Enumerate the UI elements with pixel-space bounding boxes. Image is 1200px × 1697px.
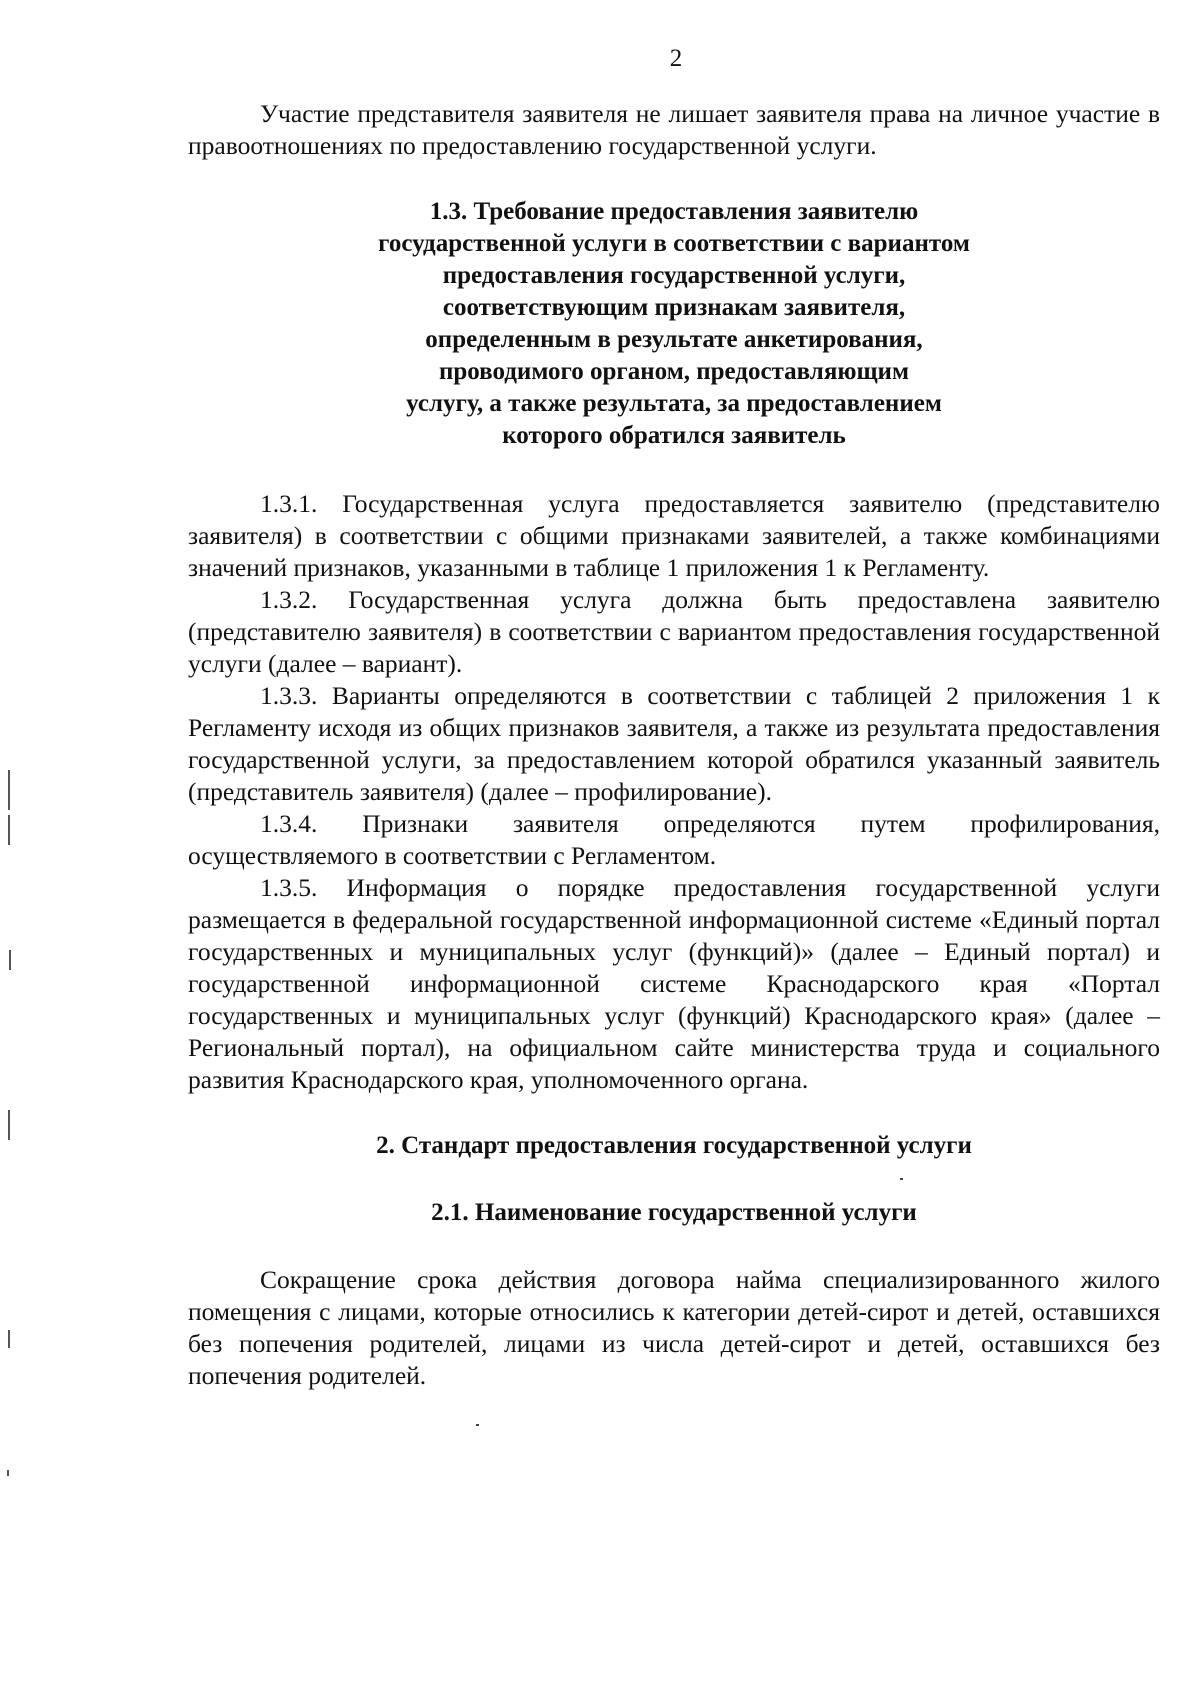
section-2-heading: 2. Стандарт предоставления государственной услуги (376, 1132, 972, 1159)
heading-line: которого обратился заявитель (502, 422, 846, 449)
paragraph-1-3-2: 1.3.2. Государственная услуга должна быть предоставлена заявителю (представителю заявителя) в соответствии с вариантом предоставления государственной услуги (далее – вариант). (188, 585, 1160, 678)
scan-speck (476, 1424, 479, 1426)
paragraph-1-3-4: 1.3.4. Признаки заявителя определяются путем профилирования, осуществляемого в соответствии с Регламентом. (188, 809, 1160, 870)
section-2-1-body (188, 1264, 1160, 1392)
heading-line: государственной услуги в соответствии с вариантом (378, 230, 970, 257)
paragraph-2-1: Сокращение срока действия договора найма специализированного жилого помещения с лицами, которые относились к категории детей-сирот и детей, оставшихся без попечения родителей, лицами из числа детей-сирот и детей, оставшихся без попечения родителей. (188, 1265, 1160, 1390)
scan-margin-marks (0, 0, 20, 1697)
section-1-3-body (188, 488, 1160, 1096)
section-2-1-heading: 2.1. Наименование государственной услуги (431, 1199, 917, 1226)
heading-line: проводимого органом, предоставляющим (438, 358, 909, 385)
section-1-3-heading (188, 196, 1160, 452)
paragraph-1-3-3: 1.3.3. Варианты определяются в соответствии с таблицей 2 приложения 1 к Регламенту исходя из общих признаков заявителя, а также из результата предоставления государственной услуги, за предоставлением которой обратился указанный заявитель (представитель заявителя) (далее – профилирование). (188, 681, 1160, 806)
heading-line: предоставления государственной услуги, (442, 262, 906, 289)
heading-line: 1.3. Требование предоставления заявителю (429, 198, 919, 225)
paragraph-1-3-5: 1.3.5. Информация о порядке предоставления государственной услуги размещается в федеральной государственной информационной системе «Единый портал государственных и муниципальных услуг (функций)» (далее – Единый портал) и государственной информационной системе Краснодарского края «Портал государственных и муниципальных услуг (функций) Краснодарского края» (далее – Региональный портал), на официальном сайте министерства труда и социального развития Краснодарского края, уполномоченного органа. (188, 873, 1160, 1094)
heading-line: определенным в результате анкетирования, (425, 326, 923, 353)
heading-line: услугу, а также результата, за предоставлением (406, 390, 942, 417)
page-number: 2 (669, 45, 683, 72)
intro-paragraph: Участие представителя заявителя не лишает заявителя права на личное участие в правоотношениях по предоставлению государственной услуги. (188, 99, 1160, 160)
heading-line: соответствующим признакам заявителя, (442, 294, 906, 321)
paragraph-1-3-1: 1.3.1. Государственная услуга предоставляется заявителю (представителю заявителя) в соответствии с общими признаками заявителей, а также комбинациями значений признаков, указанными в таблице 1 приложения 1 к Регламенту. (188, 489, 1160, 582)
intro-block (188, 98, 1160, 162)
scan-speck (900, 1178, 903, 1180)
